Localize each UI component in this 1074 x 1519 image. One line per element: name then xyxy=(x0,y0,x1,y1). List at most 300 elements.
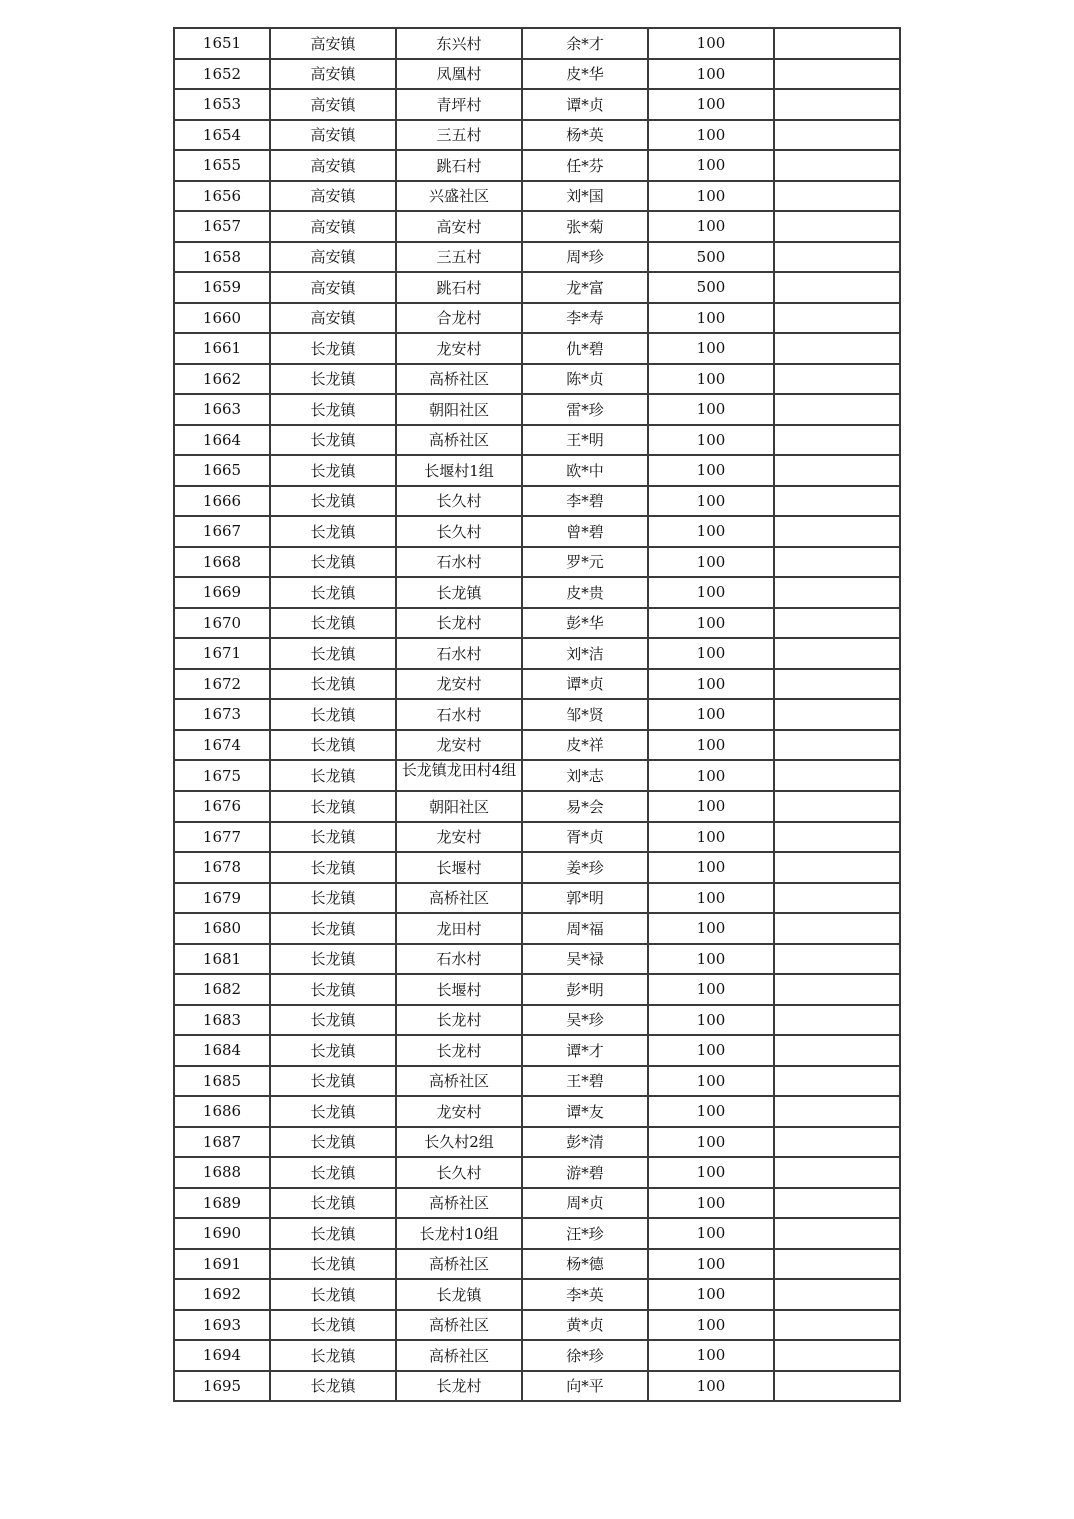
table-row xyxy=(174,730,900,761)
amount-cell: 100 xyxy=(648,944,774,975)
table-row xyxy=(174,608,900,639)
row-number-cell: 1666 xyxy=(174,486,270,517)
person-name-cell: 吴*珍 xyxy=(522,1005,648,1036)
table-row xyxy=(174,59,900,90)
note-cell xyxy=(774,608,900,639)
row-number-cell: 1659 xyxy=(174,272,270,303)
village-cell: 高安村 xyxy=(396,211,522,242)
village-cell: 三五村 xyxy=(396,242,522,273)
person-name-cell: 邹*贤 xyxy=(522,699,648,730)
row-number-cell: 1655 xyxy=(174,150,270,181)
row-number-cell: 1680 xyxy=(174,913,270,944)
village-cell: 长龙镇 xyxy=(396,1279,522,1310)
person-name-cell: 谭*才 xyxy=(522,1035,648,1066)
note-cell xyxy=(774,944,900,975)
table-row xyxy=(174,822,900,853)
note-cell xyxy=(774,59,900,90)
table-body xyxy=(174,28,900,1401)
person-name-cell: 姜*珍 xyxy=(522,852,648,883)
note-cell xyxy=(774,1035,900,1066)
note-cell xyxy=(774,28,900,59)
village-cell: 长龙村 xyxy=(396,1035,522,1066)
town-cell: 长龙镇 xyxy=(270,364,396,395)
row-number-cell: 1661 xyxy=(174,333,270,364)
amount-cell: 100 xyxy=(648,638,774,669)
amount-cell: 100 xyxy=(648,455,774,486)
amount-cell: 100 xyxy=(648,1218,774,1249)
amount-cell: 100 xyxy=(648,1035,774,1066)
person-name-cell: 张*菊 xyxy=(522,211,648,242)
row-number-cell: 1654 xyxy=(174,120,270,151)
town-cell: 长龙镇 xyxy=(270,608,396,639)
note-cell xyxy=(774,577,900,608)
table-row xyxy=(174,638,900,669)
note-cell xyxy=(774,425,900,456)
table-row xyxy=(174,944,900,975)
note-cell xyxy=(774,730,900,761)
note-cell xyxy=(774,669,900,700)
person-name-cell: 李*英 xyxy=(522,1279,648,1310)
note-cell xyxy=(774,333,900,364)
table-row xyxy=(174,364,900,395)
table-row xyxy=(174,669,900,700)
note-cell xyxy=(774,638,900,669)
town-cell: 长龙镇 xyxy=(270,1127,396,1158)
table-row xyxy=(174,120,900,151)
note-cell xyxy=(774,1096,900,1127)
person-name-cell: 汪*珍 xyxy=(522,1218,648,1249)
row-number-cell: 1681 xyxy=(174,944,270,975)
amount-cell: 100 xyxy=(648,883,774,914)
row-number-cell: 1689 xyxy=(174,1188,270,1219)
row-number-cell: 1673 xyxy=(174,699,270,730)
table-row xyxy=(174,181,900,212)
amount-cell: 100 xyxy=(648,516,774,547)
person-name-cell: 杨*德 xyxy=(522,1249,648,1280)
table-row xyxy=(174,1188,900,1219)
town-cell: 长龙镇 xyxy=(270,944,396,975)
note-cell xyxy=(774,364,900,395)
amount-cell: 100 xyxy=(648,1127,774,1158)
person-name-cell: 刘*国 xyxy=(522,181,648,212)
row-number-cell: 1665 xyxy=(174,455,270,486)
note-cell xyxy=(774,1249,900,1280)
town-cell: 长龙镇 xyxy=(270,1279,396,1310)
note-cell xyxy=(774,486,900,517)
town-cell: 长龙镇 xyxy=(270,822,396,853)
person-name-cell: 王*碧 xyxy=(522,1066,648,1097)
town-cell: 长龙镇 xyxy=(270,547,396,578)
person-name-cell: 彭*清 xyxy=(522,1127,648,1158)
town-cell: 长龙镇 xyxy=(270,1096,396,1127)
note-cell xyxy=(774,181,900,212)
amount-cell: 100 xyxy=(648,303,774,334)
town-cell: 长龙镇 xyxy=(270,333,396,364)
village-cell: 龙安村 xyxy=(396,730,522,761)
table-row xyxy=(174,1096,900,1127)
amount-cell: 100 xyxy=(648,486,774,517)
amount-cell: 100 xyxy=(648,547,774,578)
person-name-cell: 雷*珍 xyxy=(522,394,648,425)
amount-cell: 100 xyxy=(648,913,774,944)
note-cell xyxy=(774,150,900,181)
amount-cell: 100 xyxy=(648,791,774,822)
note-cell xyxy=(774,303,900,334)
amount-cell: 100 xyxy=(648,181,774,212)
amount-cell: 100 xyxy=(648,1157,774,1188)
person-name-cell: 皮*祥 xyxy=(522,730,648,761)
table-row xyxy=(174,1310,900,1341)
person-name-cell: 仇*碧 xyxy=(522,333,648,364)
village-cell: 三五村 xyxy=(396,120,522,151)
amount-cell: 100 xyxy=(648,608,774,639)
table-row xyxy=(174,516,900,547)
town-cell: 高安镇 xyxy=(270,272,396,303)
town-cell: 长龙镇 xyxy=(270,1249,396,1280)
village-cell: 跳石村 xyxy=(396,272,522,303)
village-cell: 龙安村 xyxy=(396,1096,522,1127)
village-cell: 龙安村 xyxy=(396,669,522,700)
table-row xyxy=(174,333,900,364)
table-row xyxy=(174,699,900,730)
table-row xyxy=(174,791,900,822)
town-cell: 长龙镇 xyxy=(270,1066,396,1097)
note-cell xyxy=(774,822,900,853)
village-cell: 高桥社区 xyxy=(396,425,522,456)
village-cell: 高桥社区 xyxy=(396,1310,522,1341)
table-row xyxy=(174,1249,900,1280)
amount-cell: 100 xyxy=(648,59,774,90)
town-cell: 长龙镇 xyxy=(270,669,396,700)
note-cell xyxy=(774,394,900,425)
table-row xyxy=(174,1035,900,1066)
amount-cell: 100 xyxy=(648,333,774,364)
town-cell: 高安镇 xyxy=(270,59,396,90)
town-cell: 长龙镇 xyxy=(270,852,396,883)
village-cell: 高桥社区 xyxy=(396,364,522,395)
town-cell: 高安镇 xyxy=(270,303,396,334)
village-cell: 石水村 xyxy=(396,944,522,975)
table-row xyxy=(174,425,900,456)
row-number-cell: 1660 xyxy=(174,303,270,334)
row-number-cell: 1678 xyxy=(174,852,270,883)
note-cell xyxy=(774,760,900,791)
town-cell: 高安镇 xyxy=(270,181,396,212)
subsidy-table xyxy=(173,27,901,1402)
row-number-cell: 1652 xyxy=(174,59,270,90)
village-cell: 龙安村 xyxy=(396,333,522,364)
row-number-cell: 1685 xyxy=(174,1066,270,1097)
village-cell: 长堰村 xyxy=(396,974,522,1005)
row-number-cell: 1695 xyxy=(174,1371,270,1402)
town-cell: 高安镇 xyxy=(270,120,396,151)
note-cell xyxy=(774,547,900,578)
table-row xyxy=(174,1066,900,1097)
person-name-cell: 谭*贞 xyxy=(522,669,648,700)
person-name-cell: 王*明 xyxy=(522,425,648,456)
row-number-cell: 1675 xyxy=(174,760,270,791)
row-number-cell: 1651 xyxy=(174,28,270,59)
person-name-cell: 余*才 xyxy=(522,28,648,59)
person-name-cell: 龙*富 xyxy=(522,272,648,303)
table-row xyxy=(174,1005,900,1036)
person-name-cell: 向*平 xyxy=(522,1371,648,1402)
amount-cell: 100 xyxy=(648,89,774,120)
person-name-cell: 欧*中 xyxy=(522,455,648,486)
town-cell: 长龙镇 xyxy=(270,913,396,944)
village-cell: 高桥社区 xyxy=(396,1188,522,1219)
person-name-cell: 曾*碧 xyxy=(522,516,648,547)
town-cell: 长龙镇 xyxy=(270,699,396,730)
note-cell xyxy=(774,974,900,1005)
town-cell: 长龙镇 xyxy=(270,486,396,517)
town-cell: 长龙镇 xyxy=(270,1188,396,1219)
village-cell: 长堰村1组 xyxy=(396,455,522,486)
table-row xyxy=(174,577,900,608)
row-number-cell: 1683 xyxy=(174,1005,270,1036)
row-number-cell: 1657 xyxy=(174,211,270,242)
village-cell: 高桥社区 xyxy=(396,883,522,914)
person-name-cell: 李*寿 xyxy=(522,303,648,334)
town-cell: 长龙镇 xyxy=(270,1218,396,1249)
note-cell xyxy=(774,242,900,273)
village-cell: 长久村 xyxy=(396,486,522,517)
row-number-cell: 1663 xyxy=(174,394,270,425)
row-number-cell: 1687 xyxy=(174,1127,270,1158)
person-name-cell: 皮*贵 xyxy=(522,577,648,608)
town-cell: 长龙镇 xyxy=(270,577,396,608)
town-cell: 长龙镇 xyxy=(270,425,396,456)
village-cell: 凤凰村 xyxy=(396,59,522,90)
row-number-cell: 1690 xyxy=(174,1218,270,1249)
note-cell xyxy=(774,883,900,914)
table-row xyxy=(174,455,900,486)
note-cell xyxy=(774,1310,900,1341)
person-name-cell: 谭*友 xyxy=(522,1096,648,1127)
row-number-cell: 1688 xyxy=(174,1157,270,1188)
note-cell xyxy=(774,89,900,120)
village-cell: 龙田村 xyxy=(396,913,522,944)
note-cell xyxy=(774,1371,900,1402)
note-cell xyxy=(774,852,900,883)
amount-cell: 100 xyxy=(648,120,774,151)
table-row xyxy=(174,394,900,425)
town-cell: 长龙镇 xyxy=(270,1005,396,1036)
row-number-cell: 1671 xyxy=(174,638,270,669)
row-number-cell: 1686 xyxy=(174,1096,270,1127)
village-cell: 高桥社区 xyxy=(396,1249,522,1280)
table-row xyxy=(174,303,900,334)
row-number-cell: 1676 xyxy=(174,791,270,822)
note-cell xyxy=(774,1279,900,1310)
row-number-cell: 1691 xyxy=(174,1249,270,1280)
town-cell: 长龙镇 xyxy=(270,1157,396,1188)
village-cell: 东兴村 xyxy=(396,28,522,59)
town-cell: 长龙镇 xyxy=(270,516,396,547)
note-cell xyxy=(774,120,900,151)
person-name-cell: 彭*华 xyxy=(522,608,648,639)
row-number-cell: 1656 xyxy=(174,181,270,212)
row-number-cell: 1692 xyxy=(174,1279,270,1310)
table-row xyxy=(174,1157,900,1188)
person-name-cell: 李*碧 xyxy=(522,486,648,517)
amount-cell: 100 xyxy=(648,394,774,425)
table-row xyxy=(174,150,900,181)
village-cell: 长龙村 xyxy=(396,1371,522,1402)
town-cell: 高安镇 xyxy=(270,89,396,120)
amount-cell: 100 xyxy=(648,1340,774,1371)
person-name-cell: 罗*元 xyxy=(522,547,648,578)
town-cell: 高安镇 xyxy=(270,28,396,59)
amount-cell: 100 xyxy=(648,211,774,242)
note-cell xyxy=(774,272,900,303)
person-name-cell: 周*福 xyxy=(522,913,648,944)
table-row xyxy=(174,211,900,242)
table-row xyxy=(174,913,900,944)
row-number-cell: 1667 xyxy=(174,516,270,547)
village-cell: 长龙村10组 xyxy=(396,1218,522,1249)
village-cell: 长久村2组 xyxy=(396,1127,522,1158)
person-name-cell: 周*珍 xyxy=(522,242,648,273)
town-cell: 长龙镇 xyxy=(270,791,396,822)
person-name-cell: 刘*洁 xyxy=(522,638,648,669)
table-row xyxy=(174,272,900,303)
person-name-cell: 胥*贞 xyxy=(522,822,648,853)
note-cell xyxy=(774,1127,900,1158)
village-cell: 兴盛社区 xyxy=(396,181,522,212)
row-number-cell: 1684 xyxy=(174,1035,270,1066)
amount-cell: 100 xyxy=(648,577,774,608)
person-name-cell: 周*贞 xyxy=(522,1188,648,1219)
table-row xyxy=(174,1218,900,1249)
town-cell: 高安镇 xyxy=(270,242,396,273)
table-row xyxy=(174,547,900,578)
village-cell: 长久村 xyxy=(396,1157,522,1188)
town-cell: 长龙镇 xyxy=(270,883,396,914)
amount-cell: 100 xyxy=(648,1066,774,1097)
person-name-cell: 杨*英 xyxy=(522,120,648,151)
note-cell xyxy=(774,1066,900,1097)
amount-cell: 100 xyxy=(648,1371,774,1402)
town-cell: 长龙镇 xyxy=(270,1310,396,1341)
note-cell xyxy=(774,516,900,547)
amount-cell: 100 xyxy=(648,974,774,1005)
table-row xyxy=(174,1371,900,1402)
table-row xyxy=(174,28,900,59)
row-number-cell: 1653 xyxy=(174,89,270,120)
town-cell: 长龙镇 xyxy=(270,455,396,486)
amount-cell: 100 xyxy=(648,852,774,883)
village-cell: 长龙村 xyxy=(396,1005,522,1036)
village-cell: 龙安村 xyxy=(396,822,522,853)
town-cell: 高安镇 xyxy=(270,150,396,181)
person-name-cell: 黄*贞 xyxy=(522,1310,648,1341)
person-name-cell: 陈*贞 xyxy=(522,364,648,395)
row-number-cell: 1677 xyxy=(174,822,270,853)
village-cell: 长龙镇 xyxy=(396,577,522,608)
amount-cell: 500 xyxy=(648,242,774,273)
village-cell: 石水村 xyxy=(396,547,522,578)
person-name-cell: 吴*禄 xyxy=(522,944,648,975)
table-row xyxy=(174,486,900,517)
table-row xyxy=(174,760,900,791)
row-number-cell: 1664 xyxy=(174,425,270,456)
town-cell: 长龙镇 xyxy=(270,638,396,669)
row-number-cell: 1694 xyxy=(174,1340,270,1371)
row-number-cell: 1674 xyxy=(174,730,270,761)
town-cell: 长龙镇 xyxy=(270,1340,396,1371)
row-number-cell: 1682 xyxy=(174,974,270,1005)
note-cell xyxy=(774,791,900,822)
amount-cell: 100 xyxy=(648,1249,774,1280)
row-number-cell: 1658 xyxy=(174,242,270,273)
table-row xyxy=(174,1279,900,1310)
town-cell: 高安镇 xyxy=(270,211,396,242)
note-cell xyxy=(774,1340,900,1371)
note-cell xyxy=(774,1157,900,1188)
amount-cell: 100 xyxy=(648,1279,774,1310)
amount-cell: 100 xyxy=(648,730,774,761)
note-cell xyxy=(774,699,900,730)
person-name-cell: 易*会 xyxy=(522,791,648,822)
amount-cell: 100 xyxy=(648,1096,774,1127)
amount-cell: 100 xyxy=(648,760,774,791)
amount-cell: 100 xyxy=(648,1188,774,1219)
amount-cell: 100 xyxy=(648,1310,774,1341)
table-row xyxy=(174,89,900,120)
amount-cell: 100 xyxy=(648,28,774,59)
row-number-cell: 1693 xyxy=(174,1310,270,1341)
table-row xyxy=(174,883,900,914)
table-row xyxy=(174,852,900,883)
town-cell: 长龙镇 xyxy=(270,974,396,1005)
person-name-cell: 郭*明 xyxy=(522,883,648,914)
person-name-cell: 游*碧 xyxy=(522,1157,648,1188)
table-row xyxy=(174,242,900,273)
town-cell: 长龙镇 xyxy=(270,1035,396,1066)
village-cell: 朝阳社区 xyxy=(396,791,522,822)
town-cell: 长龙镇 xyxy=(270,760,396,791)
row-number-cell: 1662 xyxy=(174,364,270,395)
note-cell xyxy=(774,1188,900,1219)
person-name-cell: 徐*珍 xyxy=(522,1340,648,1371)
village-cell: 长堰村 xyxy=(396,852,522,883)
amount-cell: 100 xyxy=(648,822,774,853)
village-cell: 高桥社区 xyxy=(396,1066,522,1097)
row-number-cell: 1670 xyxy=(174,608,270,639)
town-cell: 长龙镇 xyxy=(270,394,396,425)
town-cell: 长龙镇 xyxy=(270,1371,396,1402)
town-cell: 长龙镇 xyxy=(270,730,396,761)
table-row xyxy=(174,974,900,1005)
table-row xyxy=(174,1340,900,1371)
person-name-cell: 刘*志 xyxy=(522,760,648,791)
person-name-cell: 任*芬 xyxy=(522,150,648,181)
note-cell xyxy=(774,913,900,944)
amount-cell: 100 xyxy=(648,364,774,395)
table-row xyxy=(174,1127,900,1158)
row-number-cell: 1679 xyxy=(174,883,270,914)
note-cell xyxy=(774,211,900,242)
village-cell: 石水村 xyxy=(396,699,522,730)
person-name-cell: 谭*贞 xyxy=(522,89,648,120)
amount-cell: 100 xyxy=(648,669,774,700)
amount-cell: 100 xyxy=(648,425,774,456)
village-cell: 长久村 xyxy=(396,516,522,547)
person-name-cell: 皮*华 xyxy=(522,59,648,90)
note-cell xyxy=(774,1005,900,1036)
amount-cell: 100 xyxy=(648,699,774,730)
